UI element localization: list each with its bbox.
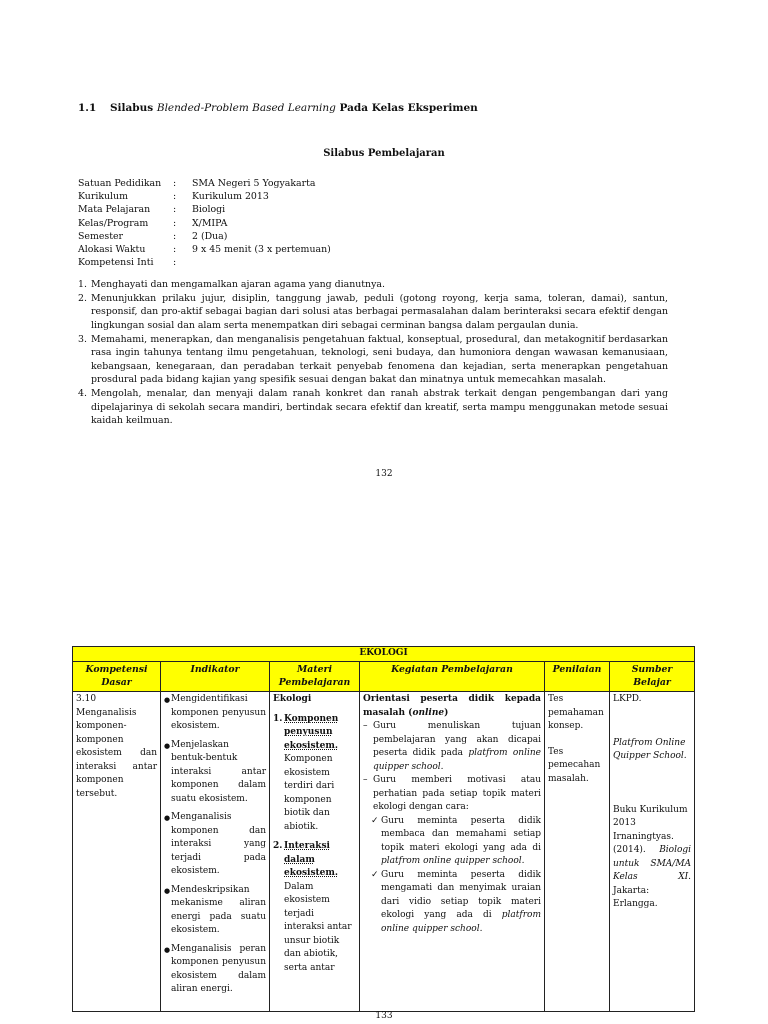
- materi-item: [273, 713, 356, 754]
- ki-item: [78, 278, 668, 292]
- ki-number: 1.: [78, 279, 87, 290]
- substep-italic: platfrom online quipper school: [381, 856, 522, 867]
- kd-cell: 3.10 Menganalisis komponen-komponen ekosistem dan interaksi antar komponen tersebut.: [73, 692, 161, 1012]
- step-end: .: [440, 761, 444, 772]
- penilaian-cell: [545, 692, 610, 1012]
- ki-number: 4.: [78, 388, 87, 399]
- meta-row: Semester : 2 (Dua): [78, 230, 228, 242]
- ki-text: Menghayati dan mengamalkan ajaran agama yang dianutnya.: [91, 279, 385, 290]
- materi-item: [273, 840, 356, 881]
- kegiatan-heading-end: ): [444, 707, 449, 718]
- penilaian-item: Tes pemahaman konsep.: [548, 694, 604, 732]
- meta-row: Kurikulum : Kurikulum 2013: [78, 191, 269, 203]
- table-title: EKOLOGI: [73, 647, 695, 662]
- meta-key: Alokasi Waktu: [78, 243, 146, 255]
- step-text: Guru memberi motivasi atau perhatian pada setiap topik materi ekologi dengan cara:: [373, 775, 541, 813]
- header-cell: Materi Pembelajaran: [270, 661, 360, 692]
- page-number: 133: [375, 1011, 393, 1021]
- indikator-text: Mendeskripsikan mekanisme aliran energi pada suatu ekosistem.: [171, 884, 266, 936]
- meta-key: Kompetensi Inti: [78, 257, 154, 269]
- meta-value: Kurikulum 2013: [192, 191, 269, 203]
- materi-number: 1.: [273, 713, 283, 724]
- ki-item: [78, 333, 668, 388]
- sumber-cell: [610, 692, 695, 1012]
- substep-text: Guru meminta peserta didik membaca dan memahami setiap topik materi ekologi yang ada di: [381, 815, 541, 853]
- list-item: ● Menganalisis peran komponen penyusun ekosistem dalam aliran energi.: [164, 943, 266, 997]
- step-italic: platfrom online quipper school: [373, 748, 541, 772]
- sumber-text: Irnaningtyas. (2014).: [613, 831, 674, 856]
- meta-row: Satuan Pedidikan : SMA Negeri 5 Yogyakarta: [78, 178, 316, 189]
- kegiatan-cell: [360, 692, 545, 1012]
- sumber-end: . Jakarta: Erlangga.: [613, 872, 692, 910]
- ki-text: Menunjukkan prilaku jujur, disiplin, tanggung jawab, peduli (gotong royong, kerja sama, toleran, damai), santun, responsif, dan pro-aktif sebagai bagian dari solusi atas berbagai permasalahan dalam berinteraksi secara efektif dengan lingkungan sosial dan alam serta menempatkan diri sebagai cerminan bangsa dalam pergaulan dunia.: [91, 292, 668, 331]
- section-number: 1.1: [78, 102, 97, 114]
- substep-end: .: [479, 923, 483, 934]
- ki-number: 3.: [78, 333, 87, 345]
- sumber-italic: Biologi untuk SMA/MA Kelas XI: [613, 845, 692, 883]
- meta-row: Kelas/Program : X/MIPA: [78, 217, 228, 229]
- meta-list: [78, 177, 678, 269]
- ki-item: [78, 387, 668, 428]
- header-cell: Kompetensi Dasar: [73, 661, 161, 692]
- header-cell: Indikator: [161, 661, 270, 692]
- meta-value: SMA Negeri 5 Yogyakarta: [192, 178, 316, 189]
- sumber-item: [613, 831, 691, 912]
- list-item: ● Mengidentifikasi komponen penyusun ekosistem.: [164, 693, 266, 734]
- header-cell: Kegiatan Pembelajaran: [360, 661, 545, 692]
- sumber-italic: Platfrom Online Quipper School: [613, 737, 686, 762]
- meta-key: Semester: [78, 230, 124, 242]
- penilaian-item: Tes pemecahan masalah.: [548, 746, 601, 784]
- substep-italic: platfrom online quipper school: [381, 910, 541, 934]
- materi-text: Dalam ekosistem terjadi interaksi antar unsur biotik dan abiotik, serta antar: [284, 881, 352, 973]
- ki-text: Memahami, menerapkan, dan menganalisis pengetahuan faktual, konseptual, prosedural, dan metakognitif berdasarkan rasa ingin tahunya tentang ilmu pengetahuan, teknologi, seni budaya, dan humoniora dengan wawasan kemanusiaan, kebangsaan, kenegaraan, dan peradaban terkait penyebab fenomena dan kejadian, serta menerapkan pengetahuan prosdural pada bidang kajian yang spesifik sesuai dengan bakat dan minatnya untuk memecahkan masalah.: [91, 333, 668, 386]
- syllabus-table: [72, 646, 695, 1012]
- sumber-end: .: [683, 751, 687, 762]
- page-number: 132: [375, 469, 393, 479]
- kegiatan-step: – Guru menuliskan tujuan pembelajaran yang akan dicapai peserta didik pada platfrom online quipper school.: [363, 721, 541, 772]
- meta-key: Kelas/Program: [78, 217, 149, 229]
- meta-value: X/MIPA: [192, 217, 228, 229]
- indikator-text: Mengidentifikasi komponen penyusun ekosistem.: [171, 694, 266, 732]
- meta-value: 9 x 45 menit (3 x pertemuan): [192, 243, 331, 255]
- materi-title: Interaksi dalam ekosistem.: [284, 841, 339, 879]
- meta-row: Mata Pelajaran : Biologi: [78, 204, 226, 216]
- heading-italic: Blended-Problem Based Learning: [156, 102, 336, 114]
- meta-key: Kurikulum: [78, 191, 128, 203]
- materi-text: Komponen ekosistem terdiri dari komponen biotik dan abiotik.: [284, 754, 335, 832]
- substep-end: .: [521, 856, 525, 867]
- sumber-item: [613, 737, 691, 764]
- heading-suffix: Pada Kelas Eksperimen: [339, 102, 478, 114]
- materi-heading: Ekologi: [273, 694, 312, 705]
- meta-row: Alokasi Waktu : 9 x 45 menit (3 x pertemuan): [78, 243, 331, 255]
- section-heading: [78, 101, 478, 116]
- meta-key: Satuan Pedidikan: [78, 178, 162, 189]
- substep-text: Guru meminta peserta didik mengamati dan menyimak uraian dari vidio setiap topik materi ekologi yang ada di: [381, 869, 541, 921]
- indikator-text: Menjelaskan bentuk-bentuk interaksi antar komponen dalam suatu ekosistem.: [171, 739, 266, 804]
- kegiatan-heading-italic: online: [412, 707, 445, 718]
- list-item: ● Menganalisis komponen dan interaksi yang terjadi pada ekosistem.: [164, 811, 266, 879]
- kegiatan-heading-text: Orientasi peserta didik kepada masalah (: [363, 694, 541, 718]
- step-text: Guru menuliskan tujuan pembelajaran yang akan dicapai peserta didik pada: [373, 721, 541, 759]
- table-row: [73, 692, 695, 1012]
- header-cell: Sumber Belajar: [610, 661, 695, 692]
- table-header-row: [73, 661, 695, 692]
- ki-item: [78, 292, 668, 333]
- materi-number: 2.: [273, 841, 283, 852]
- list-item: ● Menjelaskan bentuk-bentuk interaksi antar komponen dalam suatu ekosistem.: [164, 739, 266, 807]
- document-title: Silabus Pembelajaran: [323, 148, 445, 159]
- meta-key: Mata Pelajaran: [78, 204, 151, 216]
- sumber-item: LKPD.: [613, 694, 642, 705]
- sumber-item: Buku Kurikulum 2013: [613, 804, 688, 829]
- ki-number: 2.: [78, 292, 87, 304]
- header-cell: Penilaian: [545, 661, 610, 692]
- meta-row: Kompetensi Inti :: [78, 257, 177, 269]
- list-item: ● Mendeskripsikan mekanisme aliran energi pada suatu ekosistem.: [164, 884, 266, 938]
- kompetensi-inti-list: [78, 278, 668, 428]
- indikator-text: Menganalisis komponen dan interaksi yang terjadi pada ekosistem.: [171, 812, 266, 877]
- meta-value: Biologi: [192, 204, 226, 216]
- heading-prefix: Silabus: [109, 102, 154, 114]
- kegiatan-step: – Guru memberi motivasi atau perhatian pada setiap topik materi ekologi dengan cara:: [363, 774, 541, 815]
- indikator-text: Menganalisis peran komponen penyusun ekosistem dalam aliran energi.: [171, 943, 266, 995]
- kegiatan-substep: ✓ Guru meminta peserta didik membaca dan memahami setiap topik materi ekologi yang ada di platfrom online quipper school.: [371, 815, 541, 867]
- meta-value: 2 (Dua): [192, 230, 228, 242]
- indikator-cell: [161, 692, 270, 1012]
- kegiatan-substep: ✓ Guru meminta peserta didik mengamati dan menyimak uraian dari vidio setiap topik materi ekologi yang ada di platfrom online quipper school.: [371, 869, 541, 934]
- materi-title: Komponen penyusun ekosistem.: [284, 713, 339, 751]
- materi-cell: [270, 692, 360, 1012]
- kegiatan-heading: [363, 693, 541, 720]
- ki-text: Mengolah, menalar, dan menyaji dalam ranah konkret dan ranah abstrak terkait dengan pengembangan dari yang dipelajarinya di sekolah secara mandiri, bertindak secara efektif dan kreatif, serta mampu menggunakan metode sesuai kaidah keilmuan.: [91, 388, 668, 427]
